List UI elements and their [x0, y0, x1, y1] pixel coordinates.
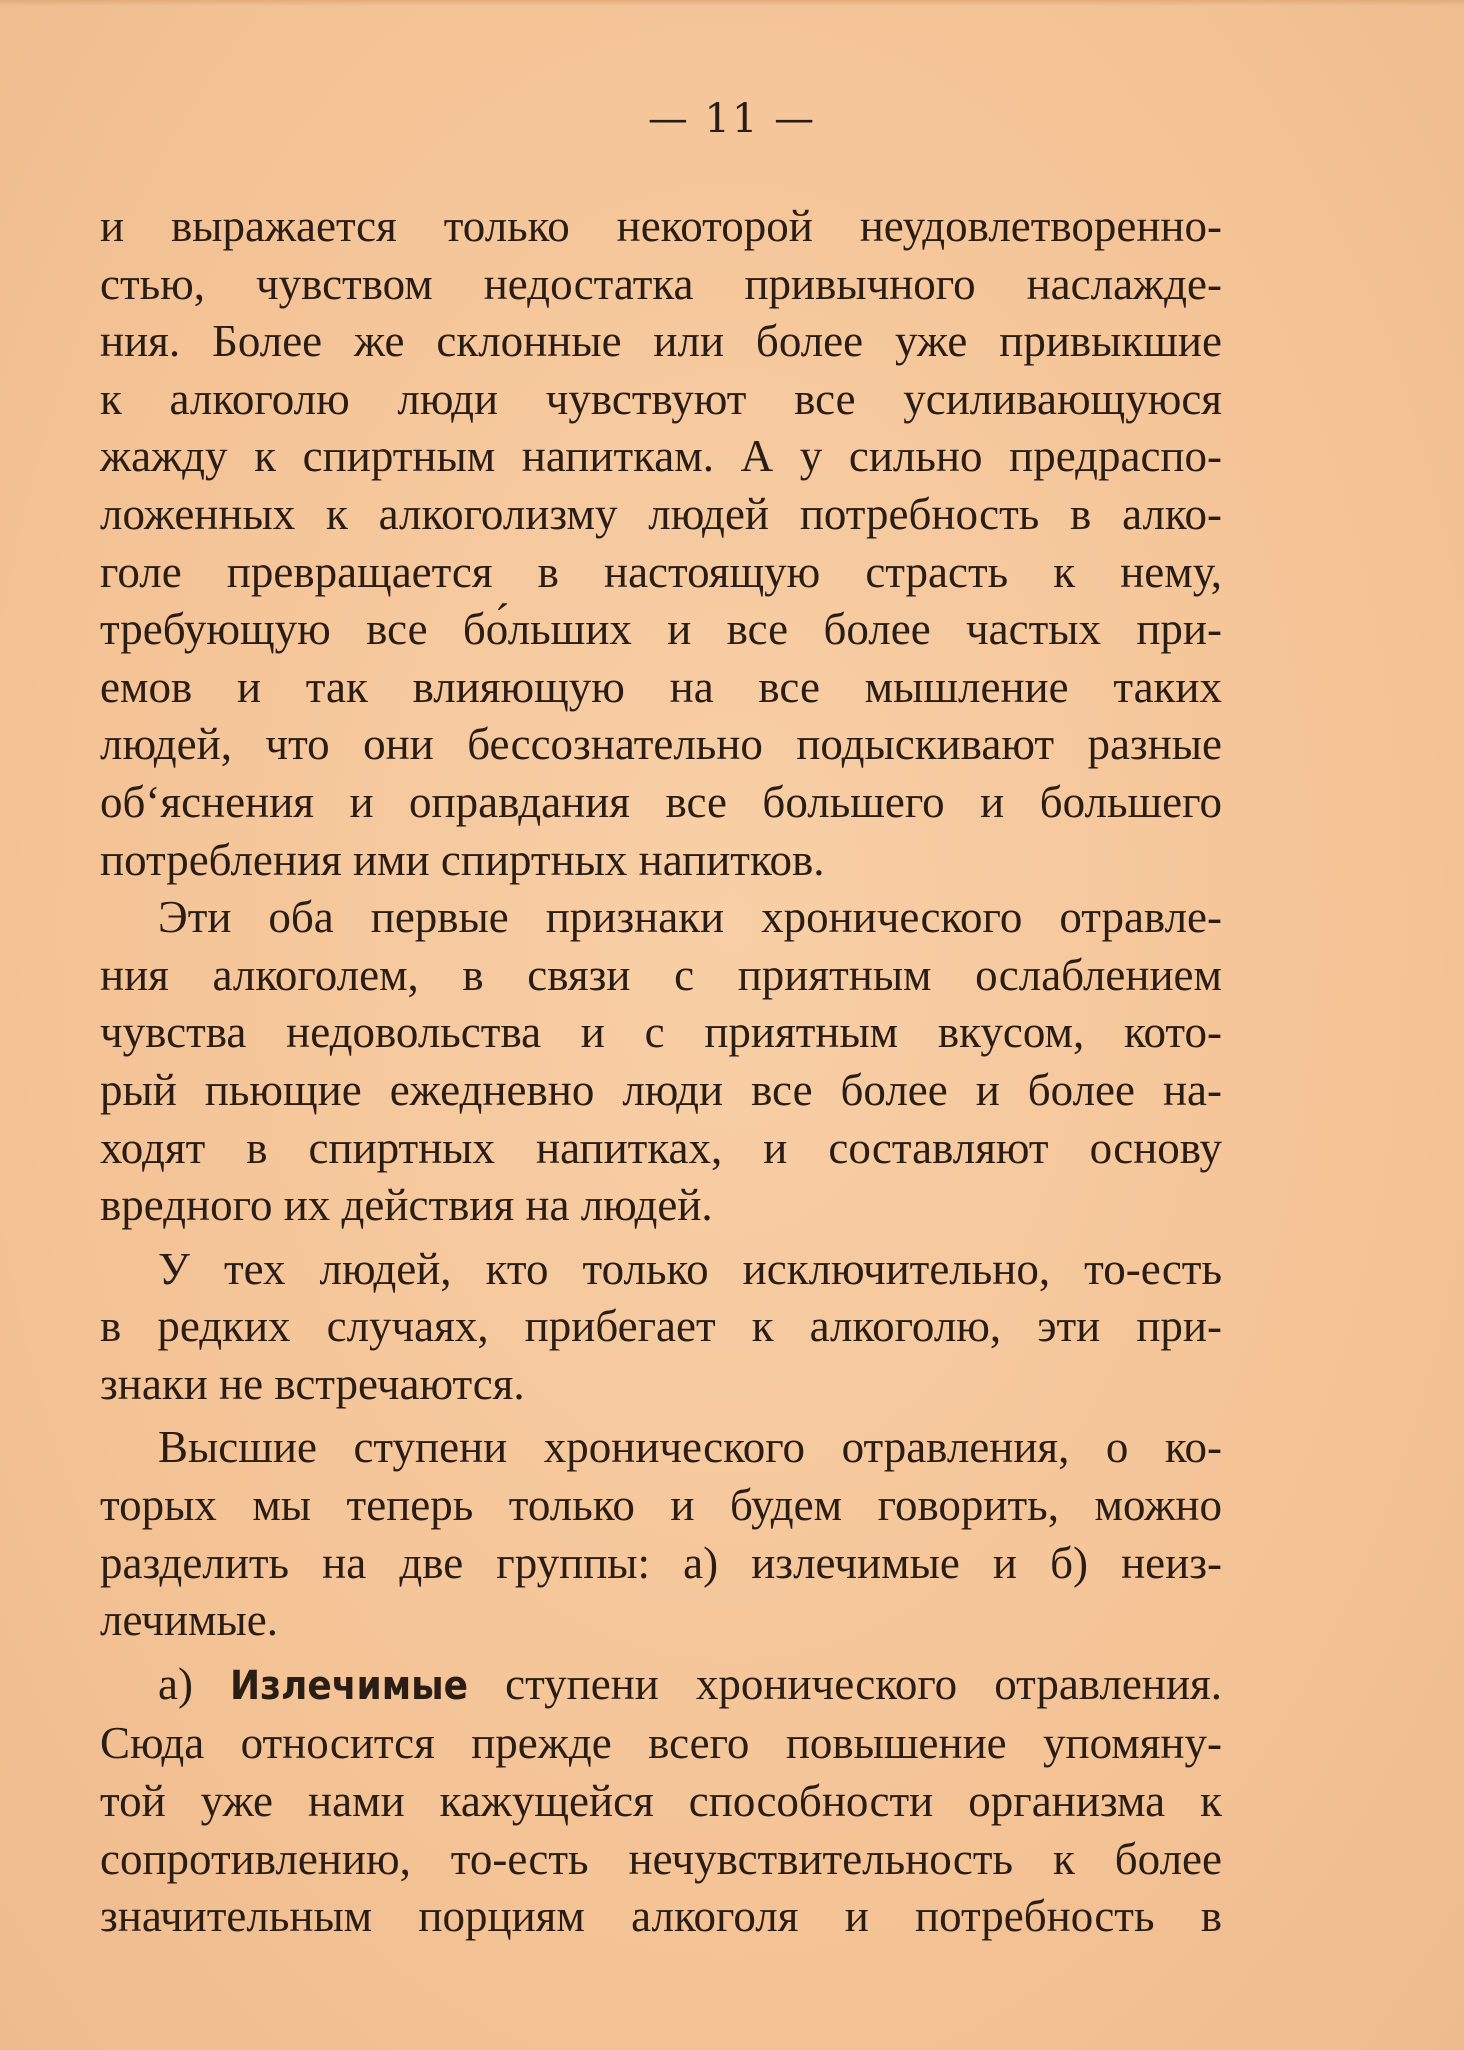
text-line: Высшие ступени хронического отравления, о ко- — [158, 1422, 1222, 1473]
text-line: ходят в спиртных напитках, и составляют основу — [100, 1122, 1222, 1173]
text-line: Сюда относится прежде всего повышение упомяну- — [100, 1718, 1222, 1769]
paragraph-5 — [100, 1656, 1222, 1946]
text-line: торых мы теперь только и будем говорить, можно — [100, 1480, 1222, 1531]
text-line: ложенных к алкоголизму людей потребность в алко- — [100, 488, 1222, 539]
text-line: об‘яснения и оправдания все большего и большего — [100, 776, 1222, 827]
text-line: ния алкоголем, в связи с приятным ослаблением — [100, 949, 1222, 1000]
text-line — [100, 1656, 1222, 1716]
text-line: требующую все бо́льших и все более частых при- — [100, 604, 1222, 655]
text-line: рый пьющие ежедневно люди все более и более на- — [100, 1064, 1222, 1115]
paragraph-1 — [100, 198, 1222, 889]
section-term: Излечимые — [229, 1662, 469, 1709]
text-line: голе превращается в настоящую страсть к нему, — [100, 546, 1222, 597]
text-line: в редких случаях, прибегает к алкоголю, эти при- — [100, 1301, 1222, 1352]
text-line: лечимые. — [100, 1595, 278, 1646]
paragraph-2 — [100, 889, 1222, 1235]
page-edge — [0, 0, 1464, 6]
text-line: значительным порциям алкоголя и потребность в — [100, 1891, 1222, 1942]
text-line: чувства недовольства и с приятным вкусом, кото- — [100, 1007, 1222, 1058]
text-line: знаки не встречаются. — [100, 1358, 525, 1409]
text-line: вредного их действия на людей. — [100, 1180, 713, 1231]
text-fragment: ступени хронического отравления. — [468, 1658, 1222, 1709]
text-line: емов и так влияющую на все мышление таких — [100, 661, 1222, 712]
list-marker: а) — [158, 1658, 230, 1709]
text-line: стью, чувством недостатка привычного наслажде- — [100, 258, 1222, 309]
text-line: людей, что они бессознательно подыскивают разные — [100, 719, 1222, 770]
text-line: сопротивлению, то-есть нечувствительность к более — [100, 1833, 1222, 1884]
text-line: к алкоголю люди чувствуют все усиливающуюся — [100, 373, 1222, 424]
text-line: разделить на две группы: а) излечимые и б) неиз- — [100, 1537, 1222, 1588]
text-line: той уже нами кажущейся способности организма к — [100, 1776, 1222, 1827]
page-number: — 11 — — [647, 96, 817, 142]
body-text — [100, 198, 1222, 1946]
text-line: ния. Более же склонные или более уже привыкшие — [100, 316, 1222, 367]
text-line: жажду к спиртным напиткам. А у сильно предраспо- — [100, 431, 1222, 482]
text-line: и выражается только некоторой неудовлетворенно- — [100, 201, 1222, 251]
paragraph-4 — [100, 1419, 1222, 1649]
text-line: У тех людей, кто только исключительно, то-есть — [158, 1243, 1222, 1294]
paragraph-3 — [100, 1241, 1222, 1414]
text-line: потребления ими спиртных напитков. — [100, 834, 825, 885]
text-line: Эти оба первые признаки хронического отравле- — [158, 892, 1222, 943]
